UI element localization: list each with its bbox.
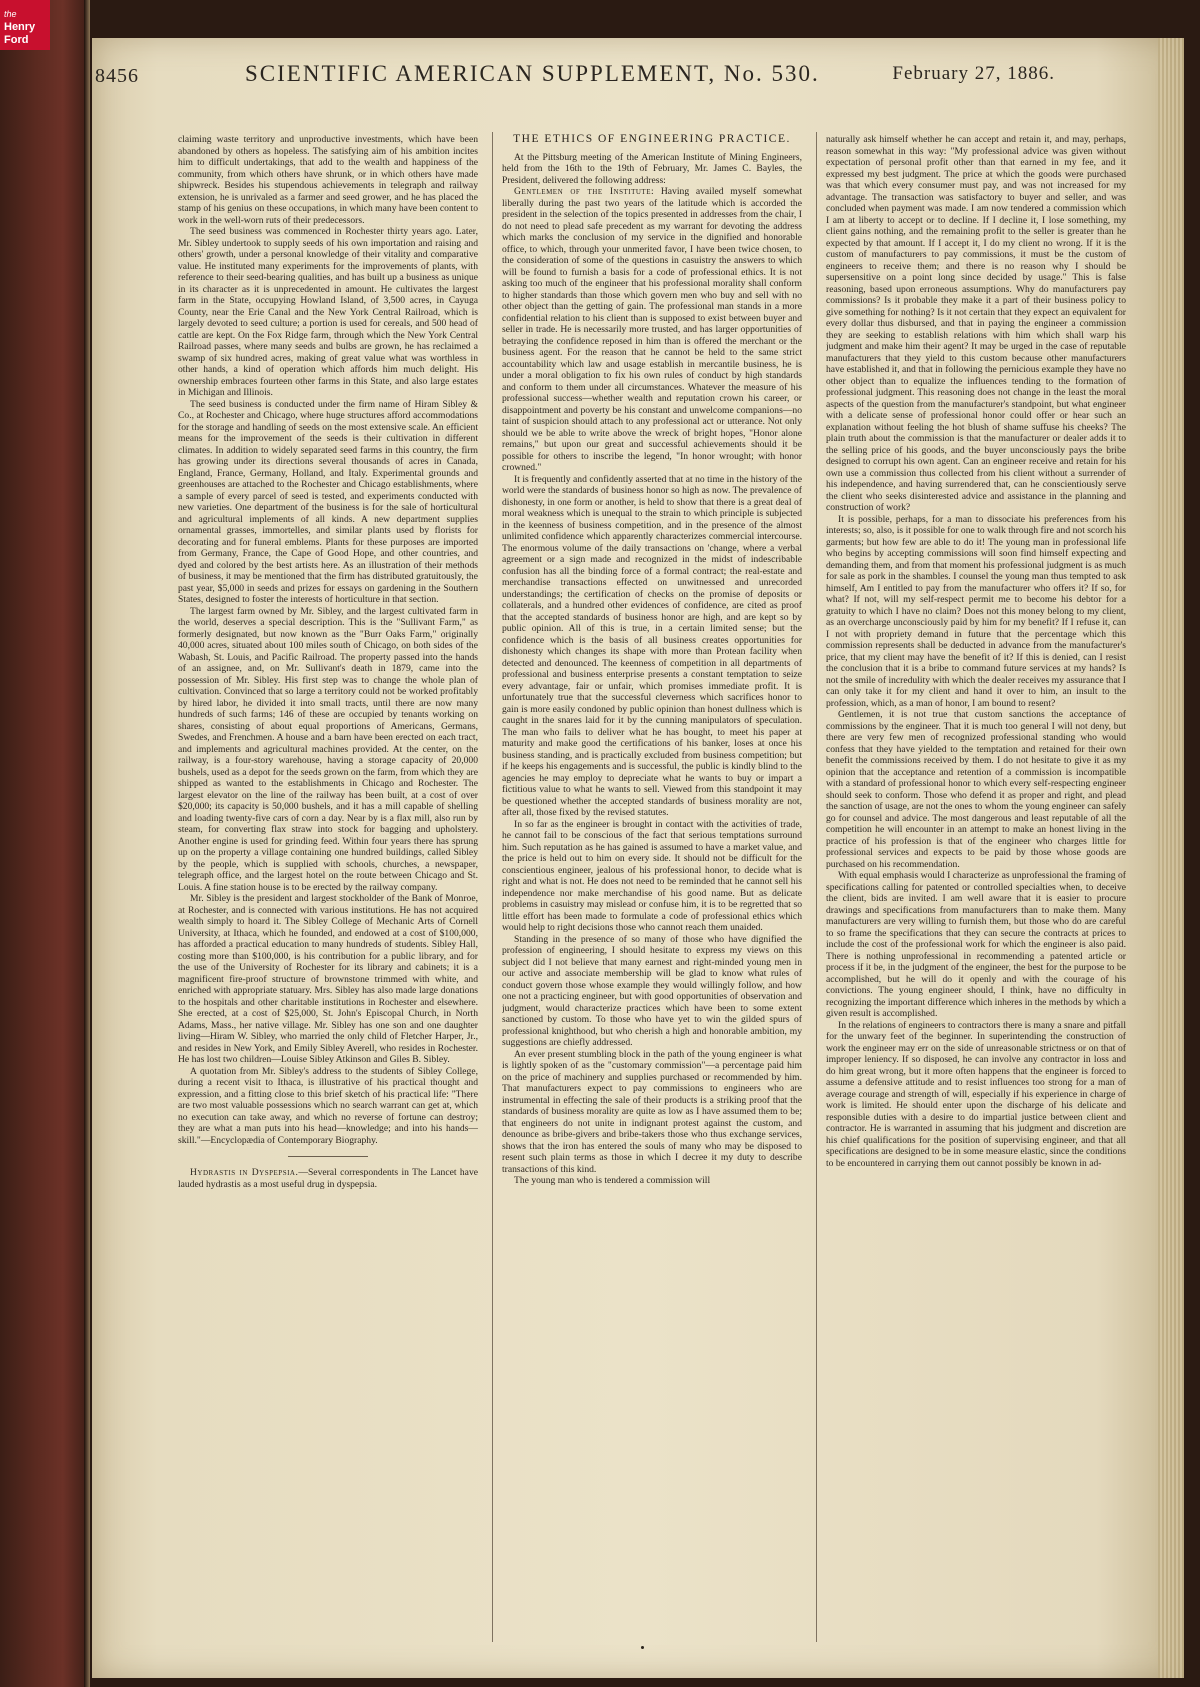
page-number: 8456 — [95, 65, 139, 87]
paragraph-body: Having availed myself somewhat liberally during the past two years of the latitude which is accorded the president in the selection of the topics presented in addresses from the chair, I do not need to plead safe precedent as my warrant for devoting the address which marks the conclusion of my service in the dignified and honorable office, to which, through your unmerited favor, I have been twice chosen, to the consideration of some of the questions in casuistry the answers to which will be found to furnish a basis for a code of professional ethics. It is not asking too much of the engineer that his professional morality shall conform to higher standards than those which govern men who buy and sell with no other object than the getting of gain. The professional man stands in a more confidential relation to his client than is supposed to exist between buyer and seller in trade. He is necessarily more trusted, and has larger opportunities of betraying the confidence reposed in him than is offered the merchant or the business agent. For the reason that he cannot be held to the same strict accountability which law and usage establish in mercantile business, he is under a moral obligation to fix his own rules of conduct by high standards and conform to them under all circumstances. Whatever the measure of his professional success—whether wealth and reputation crown his career, or disappointment and poverty be his constant and unwelcome companions—no taint of suspicion should attach to any professional act or utterance. Not only should we be able to write above the wreck of bright hopes, "Honor alone remains," but upon our great and successful achievements should it be possible for others to inscribe the legend, "In honor wrought; with honor crowned." — [502, 186, 802, 473]
paragraph: It is frequently and confidently asserted that at no time in the history of the world were the standards of business honor so high as now. The prevalence of dishonesty, in one form or another, is held to show that there is a great deal of moral weakness which is unequal to the strain to which principle is subjected in the keenness of business competition, and in the presence of the almost unlimited confidence which apparently characterizes commercial intercourse. The enormous volume of the daily transactions on 'change, where a verbal agreement or a sign made and recognized in the midst of indescribable confusion has all the binding force of a formal contract; the real-estate and merchandise transactions effected on unwitnessed and unrecorded understandings; the certification of checks on the promise of deposits or collaterals, and a hundred other evidences of confidence, are cited as proof that the accepted standards of business honor are high, and are kept so by public opinion. All of this is true, in a certain limited sense; but the confidence which is the basis of all business creates opportunities for dishonesty which changes its shape with more than Protean facility when detected and denounced. The keenness of competition in all departments of professional and business enterprise presents a constant temptation to seize every advantage, fair or unfair, which promises immediate profit. It is unfortunately true that the successful cleverness which sacrifices honor to gain is more easily condoned by public opinion than honest dullness which is caught in the snares laid for it by the cunning manipulators of speculation. The man who fails to deliver what he has bought, to meet his paper at maturity and make good the certifications of his banker, loses at once his business standing, and is practically excluded from business competition; but if he keeps his engagements and is successful, the public is kindly blind to the agencies he may employ to depreciate what he wants to buy or impart a fictitious value to what he wants to sell. Viewed from this standpoint it may be questioned whether the accepted standards of business morality are not, after all, those fixed by the revised statutes. — [502, 473, 802, 818]
paragraph: The young man who is tendered a commission will — [514, 1175, 711, 1186]
paragraph: naturally ask himself whether he can accept and retain it, and may, perhaps, reason somewhat in this way: "My professional advice was given without expectation of personal profit other than that earned in my fee, and it expressed my best judgment. The price at which the goods were purchased was that which every consumer must pay, and was not increased for my advantage. The transaction was satisfactory to buyer and seller, and was concluded when payment was made. I am now tendered a commission which I am at liberty to accept or to decline. If I decline it, I lose something, my client gains nothing, and the remaining profit to the seller is greater than he expected by that amount. If I accept it, I do my client no wrong. If it is the custom of manufacturers to pay commissions, it must be the custom of engineers to receive them; and there is no reason why I should be supersensitive on a point long since decided by usage." This is false reasoning, based upon erroneous assumptions. Why do manufacturers pay commissions? Is it probable they make it a part of their business policy to give something for nothing? Is it not certain that they expect an equivalent for every dollar thus disbursed, and that in paying the engineer a commission they are seeking to establish relations with him which shall warp his judgment and make him their agent? It may be urged in the case of reputable manufacturers that they yield to this custom because other manufacturers have established it, and that in following the pernicious example they have no other object than to equalize the influences tending to the formation of professional judgment. This reasoning does not change in the least the moral aspects of the question from the manufacturer's standpoint, but what engineer with a delicate sense of professional honor could offer or hear such an explanation without feeling the hot blush of shame suffuse his cheeks? The plain truth about the commission is that the manufacturer or dealer adds it to the selling price of his goods, and the buyer unconsciously pays the bribe designed to corrupt his own agent. Can an engineer receive and retain for his own use a commission thus collected from his client without a surrender of his independence, and having surrendered that, can he conscientiously serve the client who seeks disinterested advice and assistance in the planning and construction of work? — [826, 134, 1126, 513]
paragraph: With equal emphasis would I characterize as unprofessional the framing of specifications calling for patented or controlled specialties when, to deceive the client, bids are invited. I am well aware that it is easier to procure drawings and specifications from manufacturers than to make them. Many manufacturers are very willing to furnish them, but those who do are careful to so frame the specifications that they can secure the contracts at prices to include the cost of the professional work for which the engineer is also paid. There is nothing unprofessional in recommending a patented article or process if it be, in the judgment of the engineer, the best for the purpose to be accomplished, but he will do it openly and with the courage of his convictions. The young engineer should, I think, have no difficulty in recognizing the important difference which inheres in the methods by which a given result is accomplished. — [826, 870, 1126, 1019]
paragraph: An ever present stumbling block in the path of the young engineer is what is lightly spoken of as the "customary commission"—a percentage paid him on the price of machinery and supplies purchased or recommended by him. That manufacturers expect to pay commissions to engineers who are instrumental in effecting the sale of their products is a striking proof that the standards of business morality are quite as low as I have assumed them to be; that engineers do not unite in indignant protest against the custom, and denounce as bribe-givers and bribe-takers those who thus exchange services, shows that the iron has entered the souls of many who may be disposed to resent such plain terms as those in which I decree it my duty to describe transactions of this kind. — [502, 1048, 802, 1175]
note-heading: Hydrastis in Dyspepsia. — [190, 1167, 299, 1178]
paragraph: It is possible, perhaps, for a man to dissociate his preferences from his interests; so, also, is it possible for one to walk through fire and not scorch his garments; but how few are able to do it! The young man in professional life who begins by accepting commissions will soon find himself expecting and demanding them, and from that moment his professional judgment is as much for sale as pork in the shambles. I counsel the young man thus tempted to ask himself, Am I entitled to pay from the manufacturer who offers it? If so, for what? If not, will my self-respect permit me to become his debtor for a gratuity to which I have no claim? Does not this money belong to my client, as an overcharge unconsciously paid by him for my benefit? If I refuse it, can I not with propriety demand in future that the percentage which this commission represents shall be deducted in advance from the manufacturer's price, that my client may have the benefit of it? If this is denied, can I resist the conclusion that it is a bribe to command future services at my hands? Is not the smile of incredulity with which the dealer receives my assurance that I can only take it for my client and hand it over to him, an insult to the profession, which, as a man of honor, I am bound to resent? — [826, 513, 1126, 709]
paragraph: The largest farm owned by Mr. Sibley, and the largest cultivated farm in the world, deserves a special description. This is the "Sullivant Farm," as formerly designated, but now known as the "Burr Oaks Farm," originally 40,000 acres, situated about 100 miles south of Chicago, on both sides of the Wabash, St. Louis, and Pacific Railroad. The property passed into the hands of an assignee, and, on Mr. Sullivant's death in 1879, came into the possession of Mr. Sibley. His first step was to change the whole plan of cultivation. Convinced that so large a territory could not be worked profitably by hired labor, he divided it into small tracts, until there are now many hundreds of such farms; 146 of these are occupied by tenants working on shares, consisting of about equal proportions of Americans, Germans, Swedes, and Frenchmen. A house and a barn have been erected on each tract, and implements and agricultural machines provided. At the center, on the railway, is a four-story warehouse, having a storage capacity of 20,000 bushels, used as a depot for the seeds grown on the farm, from which they are shipped as wanted to the establishments in Chicago and Rochester. The largest elevator on the line of the railway has been built, at a cost of over $20,000; its capacity is 50,000 bushels, and it has a mill capable of shelling and loading twenty-five cars of corn a day. Near by is a flax mill, also run by steam, for converting flax straw into stock for bagging and upholstery. Another engine is used for grinding feed. Within four years there has sprung up on the property a village containing one hundred buildings, called Sibley by the people, which is supplied with schools, churches, a newspaper, telegraph office, and the largest hotel on the route between Chicago and St. Louis. A fine station house is to be erected by the railway company. — [178, 605, 478, 893]
paragraph: Gentlemen, it is not true that custom sanctions the acceptance of commissions by the engineer. That it is much too general I will not deny, but there are very few men of recognized professional standing who would confess that they have yielded to the temptation and retained for their own benefit the commissions received by them. I do not hesitate to give it as my opinion that the acceptance and retention of a commission is incompatible with a standard of professional honor to which every self-respecting engineer should seek to conform. Those who defend it as proper and right, and plead the sanction of usage, are not the ones to whom the young engineer can safely go for counsel and advice. The most dangerous and least reputable of all the competition he will encounter in an attempt to make an honest living in the practice of his profession is that of the engineer who charges little for professional services and expects to be paid by those whose goods are purchased on his recommendation. — [826, 709, 1126, 870]
paragraph: Mr. Sibley is the president and largest stockholder of the Bank of Monroe, at Rochester, and is connected with various institutions. He has not acquired wealth simply to hoard it. The Sibley College of Mechanic Arts of Cornell University, at Ithaca, which he founded, and endowed at a cost of $100,000, has afforded a practical education to many hundreds of students. Sibley Hall, costing more than $100,000, is his contribution for a public library, and for the use of the University of Rochester for its library and cabinets; it is a magnificent fire-proof structure of brownstone trimmed with white, and enriched with appropriate statuary. Mrs. Sibley has also made large donations to the hospitals and other charitable institutions in Rochester and elsewhere. She erected, at a cost of $25,000, St. John's Episcopal Church, in North Adams, Mass., her native village. Mr. Sibley has one son and one daughter living—Hiram W. Sibley, who married the only child of Fletcher Harper, Jr., and resides in New York, and Emily Sibley Averell, who resides in Rochester. He has lost two children—Louise Sibley Atkinson and Giles B. Sibley. — [178, 893, 478, 1065]
note-body: —Several correspondents in The Lancet have lauded hydrastis as a most useful drug in dyspepsia. — [178, 1167, 478, 1190]
henry-ford-logo: the Henry Ford — [0, 0, 50, 50]
page-edges — [1158, 38, 1184, 1678]
column-3 — [826, 134, 1126, 1634]
intro-paragraph: At the Pittsburg meeting of the American Institute of Mining Engineers, held from the 16th to the 19th of February, Mr. James C. Bayles, the President, delivered the following address: — [502, 151, 802, 186]
column-1 — [178, 134, 478, 1634]
book-binding — [0, 0, 90, 1687]
note-paragraph — [178, 1167, 478, 1190]
paragraph: In the relations of engineers to contractors there is many a snare and pitfall for the unwary feet of the beginner. In superintending the construction of work the engineer may err on the side of unreasonable strictness or on that of improper leniency. If so disposed, he can involve any contractor in loss and do him great wrong, but it more often happens that the engineer is forced to assume a defensive attitude and to resist influences too strong for a man of average courage and strength of will, especially if his experience in charge of work is limited. He should enter upon the discharge of his delicate and responsible duties with a desire to do impartial justice between client and contractor. He is warranted in assuming that his judgment and discretion are his chief qualifications for the position of supervising engineer, and that all specifications are designed to be in some measure elastic, since the conditions to be encountered in carrying them out cannot possibly be known in ad- — [826, 1019, 1126, 1169]
column-rule — [492, 132, 493, 1642]
article-title: THE ETHICS OF ENGINEERING PRACTICE. — [513, 134, 791, 145]
paragraph: In so far as the engineer is brought in contact with the activities of trade, he cannot fail to be conscious of the fact that serious temptations surround him. Such reputation as he has gained is assumed to have a market value, and the price is held out to him on every side. It should not be difficult for the conscientious engineer, jealous of his professional honor, to decide what is right and what is not. He does not need to be reminded that he cannot sell his independence nor make merchandise of his good name. But as delicate problems in casuistry may mislead or confuse him, it is to be regretted that so little effort has been made to formulate a code of professional ethics which would help to right decisions those who cannot reach them unaided. — [502, 818, 802, 933]
paragraph: claiming waste territory and unproductive investments, which have been abandoned by others as hopeless. The satisfying aim of his ambition incites him to difficult undertakings, that add to the wealth and happiness of the community, from which others have shrunk, or in which others have made shipwreck. Besides his stupendous achievements in telegraph and railway extension, he is unrivaled as a farmer and seed grower, and he has placed the stamp of his genius on these occupations, in which many have been content to work in the well-worn ruts of their predecessors. — [178, 134, 478, 226]
paragraph: A quotation from Mr. Sibley's address to the students of Sibley College, during a recent visit to Ithaca, is illustrative of his practical thought and expression, and a fitting close to this brief sketch of his practical life: "There are two most valuable possessions which no search warrant can get at, which no execution can take away, and which no reverse of fortune can destroy; they are what a man puts into his head—knowledge; and into his hands—skill."—Encyclopædia of Contemporary Biography. — [178, 1065, 478, 1146]
salutation: Gentlemen of the Institute: — [514, 186, 655, 197]
column-2 — [502, 134, 802, 1634]
paragraph: The seed business is conducted under the firm name of Hiram Sibley & Co., at Rochester and Chicago, where huge structures afford accommodations for the storage and handling of seeds on the most extensive scale. An efficient means for the improvement of the seeds is their cultivation in different climates. In addition to widely separated seed farms in this country, the firm has growing under its directions several thousands of acres in Canada, England, France, Germany, Holland, and Italy. Experimental grounds and greenhouses are attached to the Rochester and Chicago establishments, where a sample of every parcel of seed is tested, and experiments conducted with new varieties. One department of the business is for the sale of horticultural and agricultural implements of all kinds. A new department supplies ornamental grasses, immortelles, and similar plants used by florists for decorating and for funeral emblems. Plants for these purposes are imported from Germany, France, the Cape of Good Hope, and other countries, and dyed and colored by the best artists here. As an illustration of their methods of business, it may be mentioned that the firm has distributed gratuitously, the past year, $5,000 in seeds and prizes for essays on gardening in the Southern States, designed to foster the interests of horticulture in that section. — [178, 398, 478, 605]
footer-mark — [641, 1646, 644, 1649]
page-header — [95, 57, 1055, 97]
issue-date: February 27, 1886. — [892, 63, 1055, 84]
column-rule — [816, 132, 817, 1642]
paragraph: The seed business was commenced in Rochester thirty years ago. Later, Mr. Sibley undertook to supply seeds of his own importation and raising and others' growth, under a personal knowledge of their vitality and comparative value. He instituted many experiments for the improvements of plants, with reference to their seed-bearing qualities, and has built up a business as unique in its character as it is unprecedented in amount. He cultivates the largest farm in the State, occupying Howland Island, of 3,500 acres, in Cayuga County, near the Erie Canal and the New York Central Railroad, which is largely devoted to seed culture; a portion is used for cereals, and 500 head of cattle are kept. On the Fox Ridge farm, through which the New York Central Railroad passes, where many seeds and bulbs are grown, he has reclaimed a swamp of six hundred acres, making of great value what was worthless in other hands, a kind of operation which affords him much delight. His ownership embraces fourteen other farms in this State, and also large estates in Michigan and Illinois. — [178, 226, 478, 398]
paragraph — [502, 186, 802, 474]
publication-title: SCIENTIFIC AMERICAN SUPPLEMENT, No. 530. — [245, 61, 820, 86]
paragraph: Standing in the presence of so many of those who have dignified the profession of engineering, I should hesitate to express my views on this subject did I not believe that many earnest and right-minded young men in our active and associate membership will be glad to know what rules of conduct govern those whose example they would willingly follow, and how one not a practicing engineer, but with good opportunities of observation and judgment, would characterize practices which have been to some extent sanctioned by custom. To those who have yet to win the gilded spurs of professional knighthood, but who cherish a high and honorable ambition, my suggestions are chiefly addressed. — [502, 933, 802, 1048]
section-divider — [288, 1156, 368, 1157]
